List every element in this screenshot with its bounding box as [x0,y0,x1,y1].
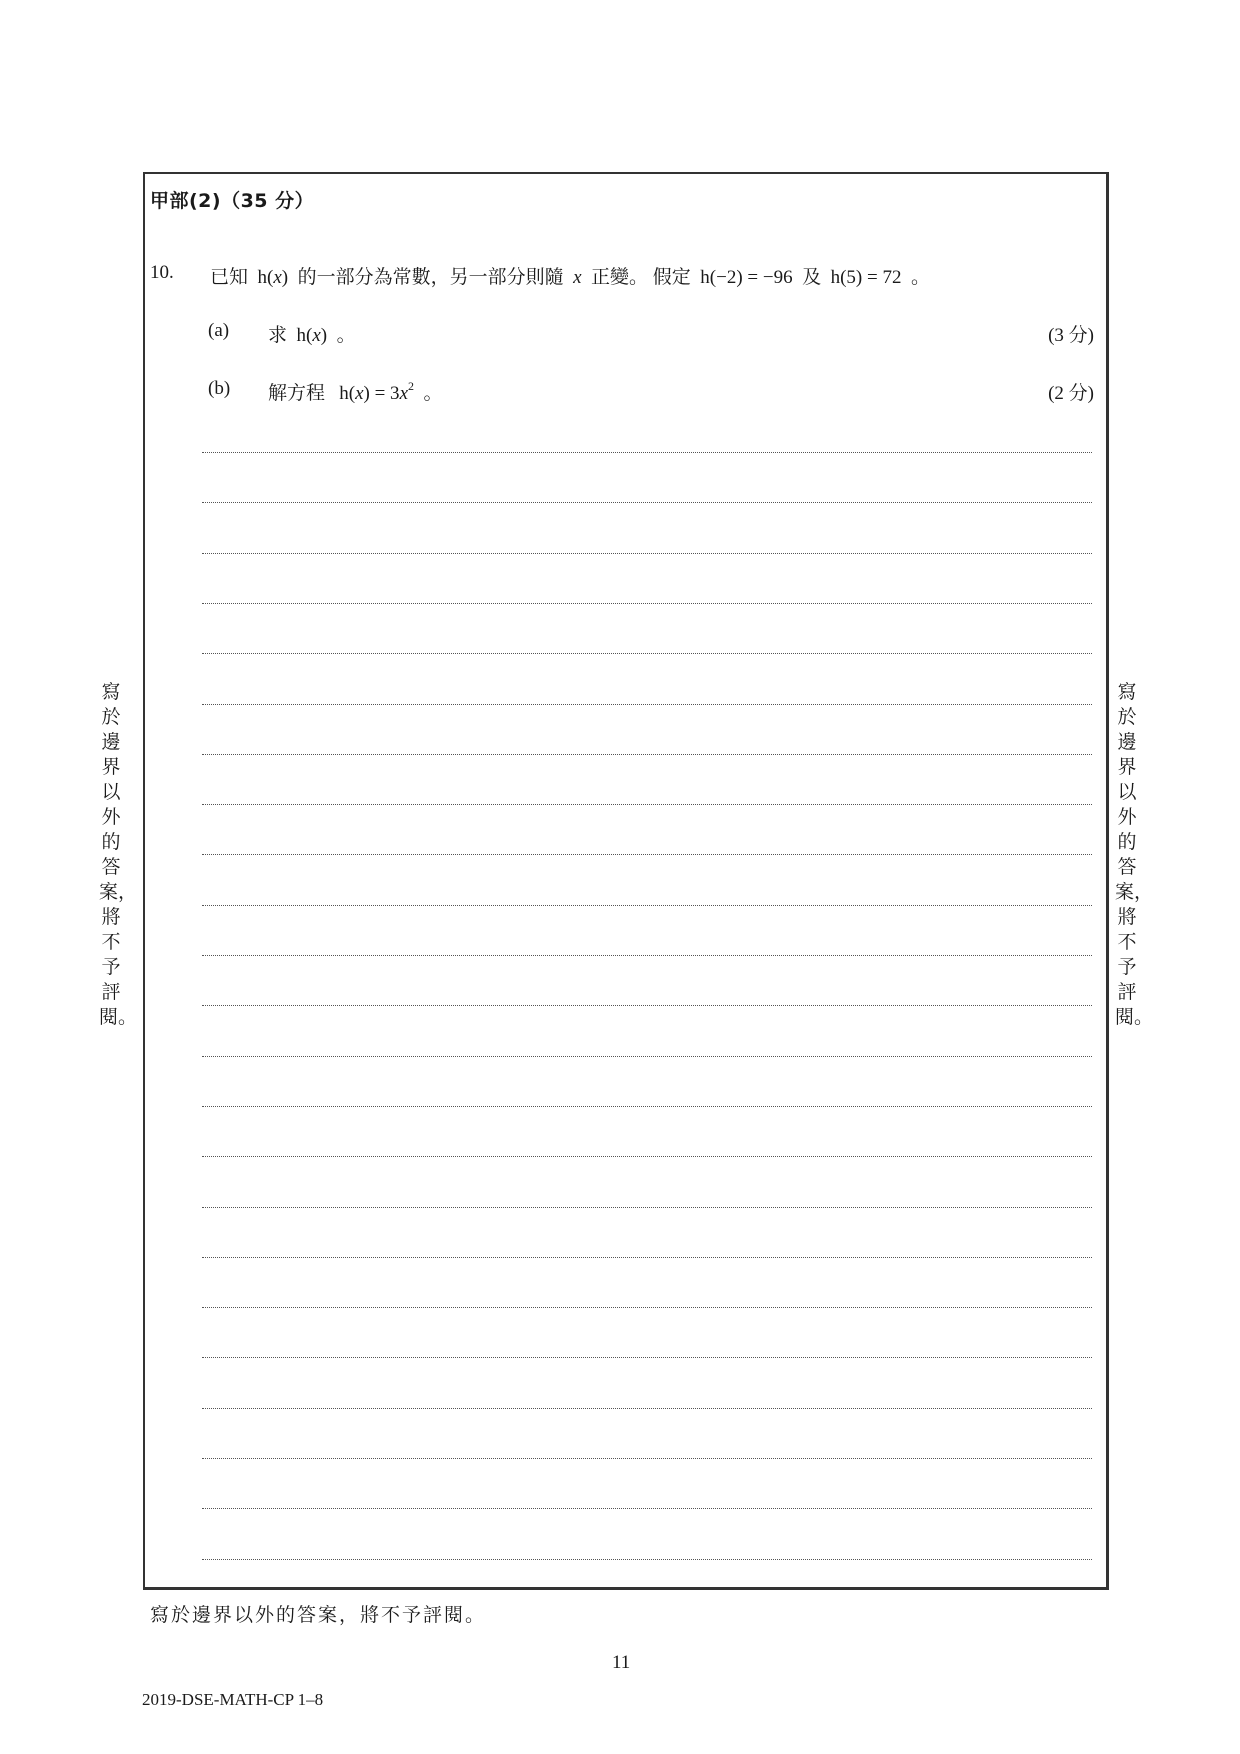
answer-line [202,1056,1092,1057]
section-title: 甲部(2)（35 分） [150,190,315,212]
question-stem: 已知 h(x) 的一部分為常數，另一部分則隨 x 正變。 假定 h(−2) = −96 及 h(5) = 72 。 [210,267,930,288]
answer-line [202,955,1092,956]
answer-line [202,905,1092,906]
answer-line [202,1357,1092,1358]
question-number: 10. [150,262,174,283]
part-b-label: (b) [208,378,231,399]
answer-line [202,1508,1092,1509]
part-a-text: 求 h(x) 。 [268,325,356,346]
paper-code: 2019-DSE-MATH-CP 1–8 [142,1690,324,1709]
answer-line [202,452,1092,453]
answer-line [202,1307,1092,1308]
answer-line [202,704,1092,705]
bottom-margin-note: 寫於邊界以外的答案，將不予評閱。 [150,1604,487,1626]
answer-line [202,553,1092,554]
answer-line [202,854,1092,855]
answer-line [202,1207,1092,1208]
answer-line [202,1559,1092,1560]
answer-line [202,1005,1092,1006]
answer-line [202,1106,1092,1107]
answer-line [202,603,1092,604]
page-number: 11 [612,1652,631,1673]
right-margin-note: 寫於邊界以外的答案，將不予評閱。 [1115,681,1154,1028]
answer-line [202,1408,1092,1409]
part-b-marks: (2 分) [1048,383,1094,404]
part-a-label: (a) [208,320,230,341]
answer-line [202,1156,1092,1157]
answer-line [202,502,1092,503]
answer-line [202,653,1092,654]
answer-line [202,754,1092,755]
left-margin-note: 寫於邊界以外的答案，將不予評閱。 [99,681,138,1028]
answer-line [202,804,1092,805]
part-a-marks: (3 分) [1048,325,1094,346]
answer-line [202,1257,1092,1258]
answer-line [202,1458,1092,1459]
part-b-text: 解方程 $h(x) = 3x^2$ 。 [268,379,443,404]
